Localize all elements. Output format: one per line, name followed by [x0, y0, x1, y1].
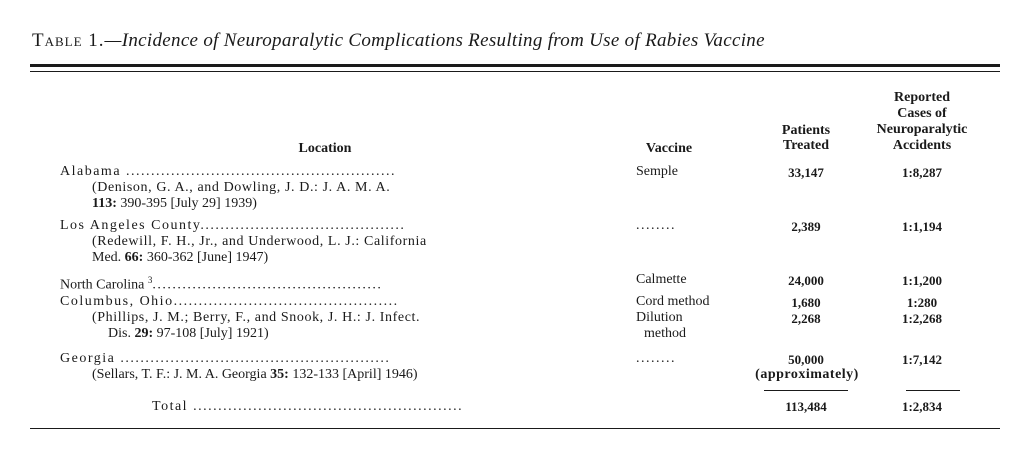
- row-vaccine: ........: [636, 218, 676, 233]
- row-patients: 2,389: [791, 219, 821, 234]
- row-location: Alabama ......................................................: [60, 164, 397, 179]
- header-reported-line3: Neuroparalytic: [876, 122, 968, 137]
- top-rule-thin: [30, 71, 1000, 72]
- volume-number: 35:: [270, 367, 289, 382]
- row-patients-approx: (approximately): [755, 367, 859, 382]
- row-cases: 1:7,142: [901, 352, 943, 367]
- total-patients: 113,484: [785, 399, 827, 414]
- bottom-rule: [30, 428, 1000, 429]
- row-location: Georgia ......................................................: [60, 351, 391, 366]
- row-reference: (Denison, G. A., and Dowling, J. D.: J. A. M. A.: [92, 180, 391, 195]
- reference-authors: (Sellars, T. F.: J. M. A. Georgia: [92, 367, 271, 382]
- row-reference-line2: [92, 197, 257, 211]
- row-vaccine-line3: method: [644, 326, 686, 341]
- header-reported-line4: Accidents: [892, 138, 952, 153]
- journal-name: Dis.: [108, 326, 135, 341]
- row-patients: 24,000: [788, 273, 824, 288]
- row-location-nc: [60, 273, 382, 293]
- header-reported-line1: Reported: [894, 90, 950, 105]
- row-patients: 1,680: [791, 295, 821, 310]
- total-rule-cases: [906, 390, 960, 391]
- row-reference-line2: [92, 251, 268, 265]
- header-vaccine: Vaccine: [645, 141, 693, 156]
- total-cases: 1:2,834: [901, 399, 943, 414]
- table-caption: [32, 30, 765, 52]
- row-cases: 1:1,200: [901, 273, 943, 288]
- journal-name: Med.: [92, 250, 125, 265]
- row-vaccine-line2: Dilution: [636, 310, 683, 325]
- row-cases-line2: 1:2,268: [901, 311, 943, 326]
- total-rule-patients: [764, 390, 848, 391]
- row-vaccine: Calmette: [636, 272, 687, 287]
- row-location: Los Angeles County.........................................: [60, 218, 406, 233]
- total-label: Total ......................................................: [152, 399, 464, 414]
- header-location: Location: [298, 141, 352, 156]
- row-reference: [92, 368, 418, 382]
- reference-pages: 390-395 [July 29] 1939): [116, 196, 257, 211]
- row-patients: 33,147: [788, 165, 824, 180]
- header-patients-line1: Patients: [781, 123, 831, 138]
- reference-pages: 360-362 [June] 1947): [143, 250, 269, 265]
- reference-pages: 132-133 [April] 1946): [288, 367, 418, 382]
- leader-dots: ..............................................: [152, 277, 383, 293]
- row-reference: (Redewill, F. H., Jr., and Underwood, L. J.: California: [92, 234, 427, 249]
- row-vaccine: ........: [636, 351, 676, 366]
- row-vaccine: Semple: [636, 164, 678, 179]
- row-reference-line2: [108, 327, 269, 341]
- row-reference: (Phillips, J. M.; Berry, F., and Snook, J. H.: J. Infect.: [92, 310, 421, 325]
- reference-pages: 97-108 [July] 1921): [153, 326, 269, 341]
- table-title: —Incidence of Neuroparalytic Complications Resulting from Use of Rabies Vaccine: [104, 30, 765, 51]
- volume-number: 66:: [124, 250, 144, 265]
- row-cases: 1:1,194: [901, 219, 943, 234]
- row-cases: 1:280: [906, 295, 938, 310]
- top-rule-thick: [30, 64, 1000, 67]
- row-location: Columbus, Ohio.............................................: [60, 294, 399, 309]
- row-location: North Carolina: [60, 277, 145, 293]
- footnote-marker: 3: [147, 275, 153, 285]
- row-vaccine: Cord method: [636, 294, 710, 309]
- header-patients-line2: Treated: [782, 138, 830, 153]
- row-cases: 1:8,287: [901, 165, 943, 180]
- row-patients: 50,000: [788, 352, 824, 367]
- row-patients-line2: 2,268: [791, 311, 821, 326]
- table-label: Table 1.: [32, 30, 105, 51]
- volume-number: 29:: [134, 326, 154, 341]
- header-reported-line2: Cases of: [897, 106, 947, 121]
- volume-number: 113:: [92, 196, 117, 211]
